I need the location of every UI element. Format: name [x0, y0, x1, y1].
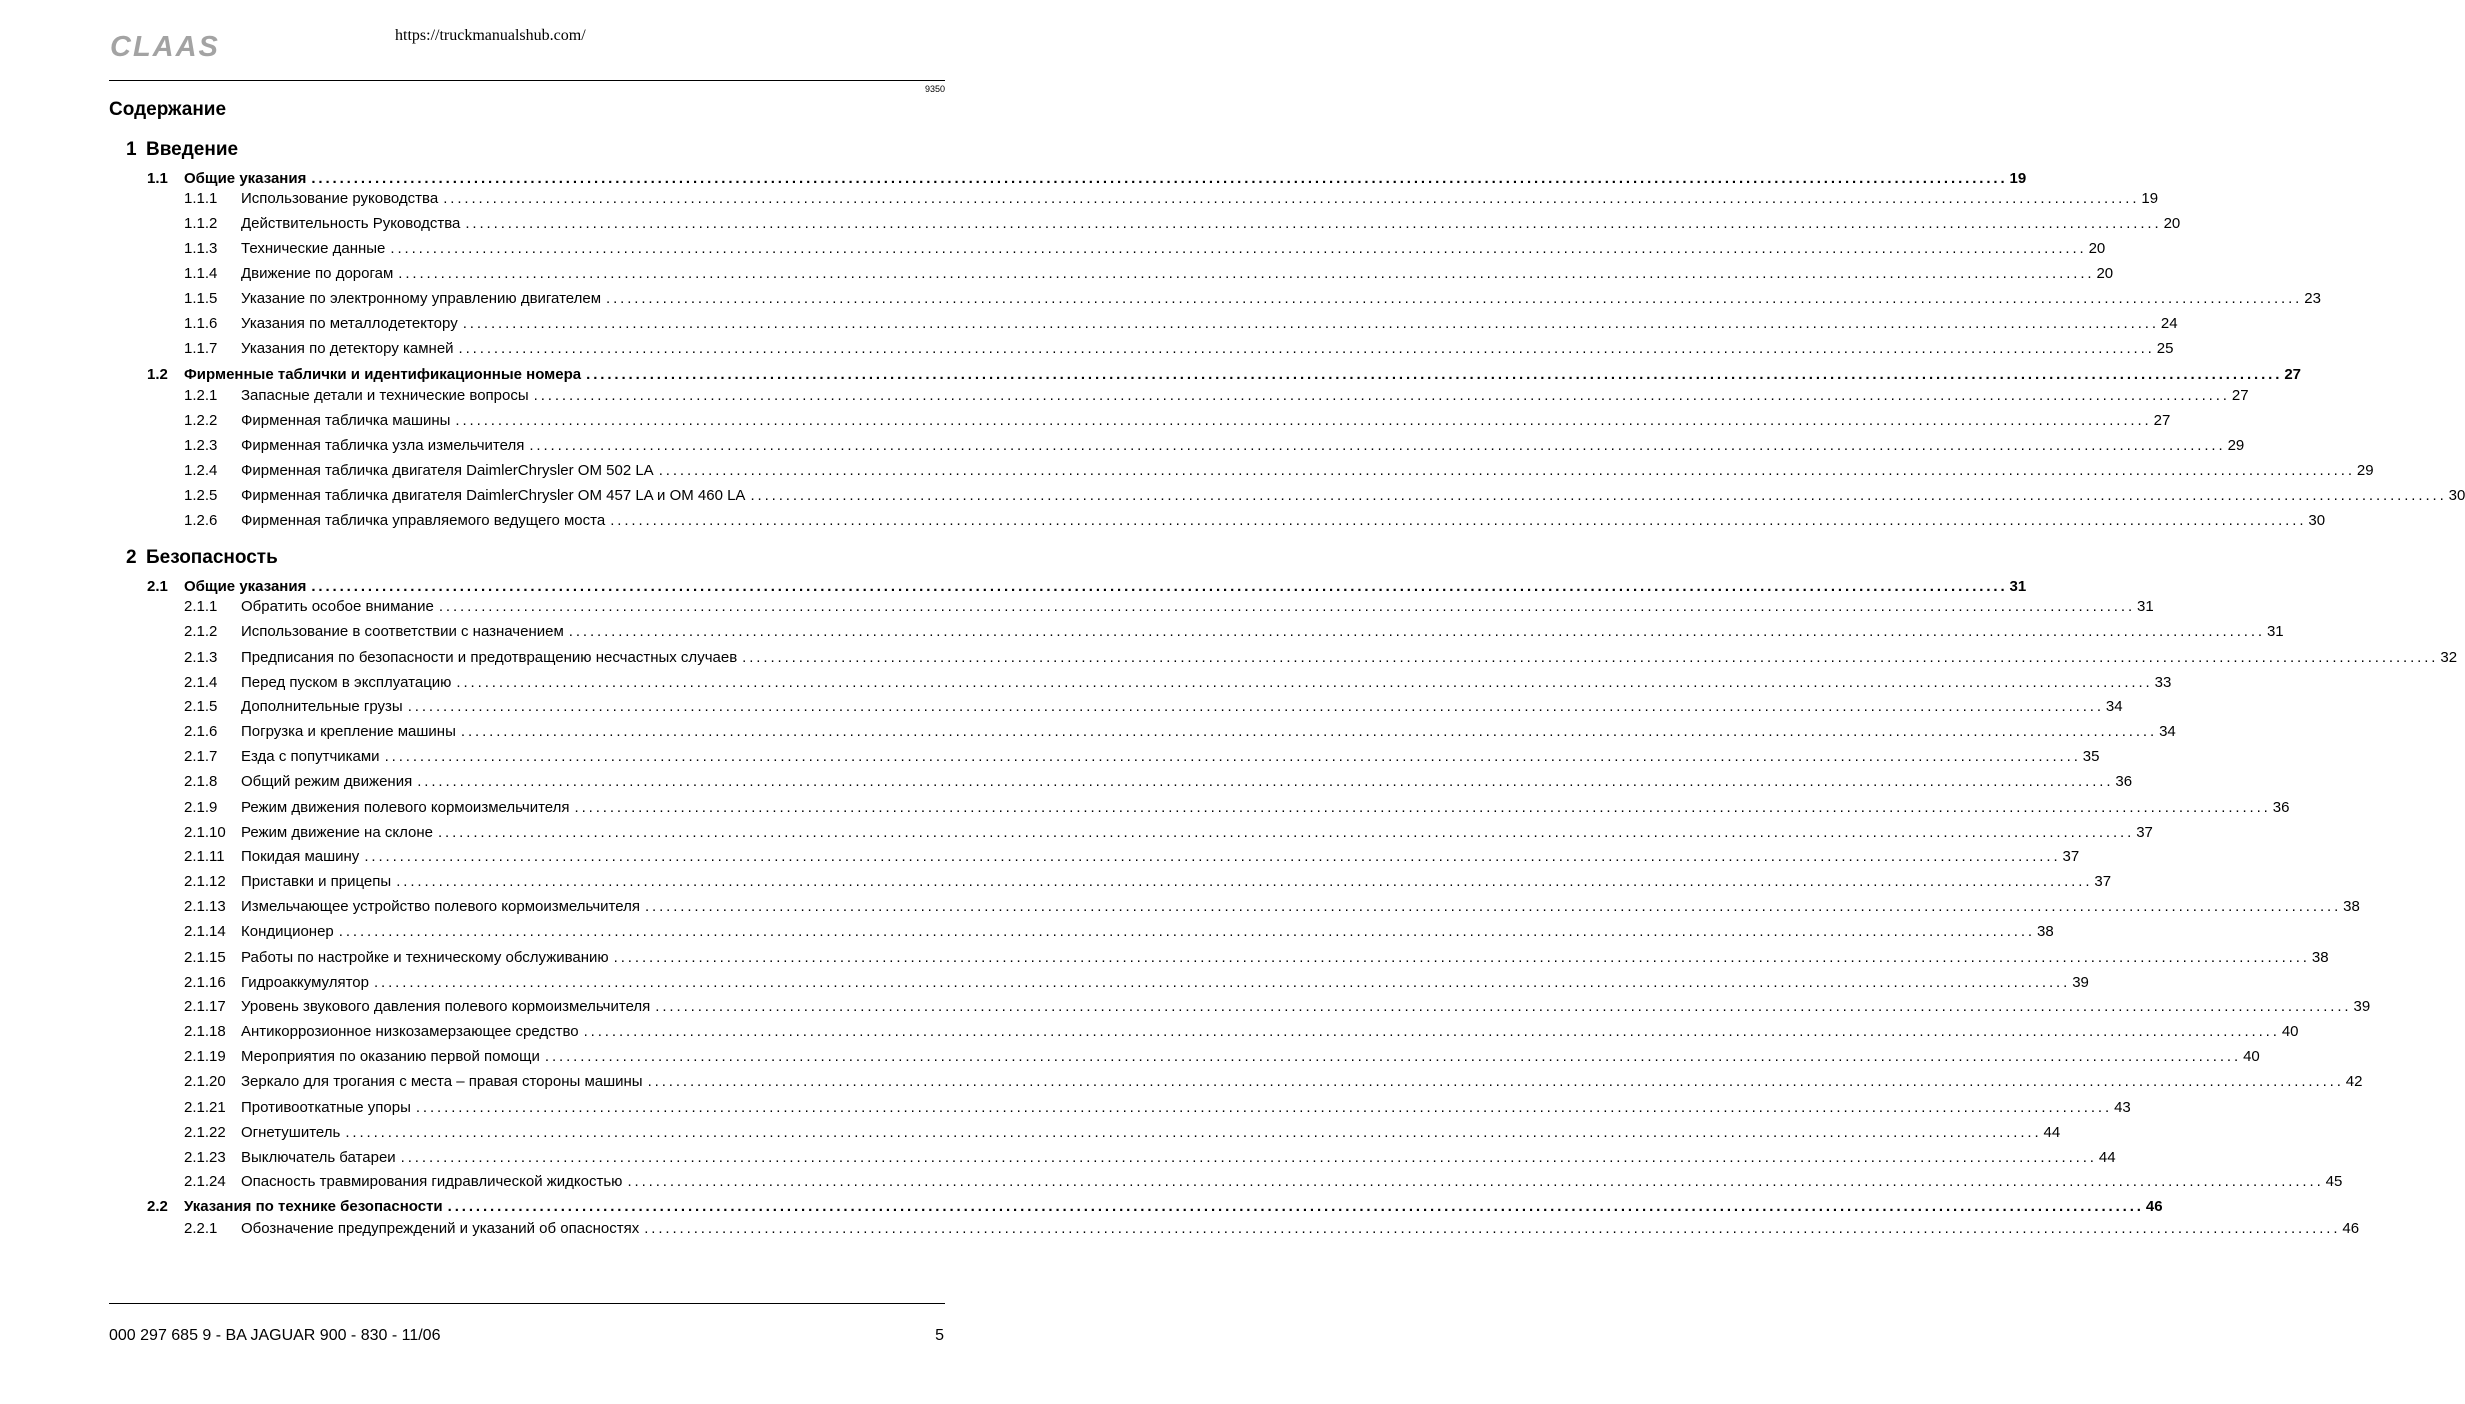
entry-page: 27: [2153, 412, 2171, 429]
entry-number: 2.1.12: [184, 873, 226, 890]
entry-page: 37: [2062, 848, 2080, 865]
dot-leader: ................................................................................................................................................................................................................................................: [398, 265, 2095, 282]
entry-title: Измельчающее устройство полевого кормоизмельчителя: [241, 898, 640, 915]
toc-entry[interactable]: [147, 189, 2159, 209]
toc-entry[interactable]: [147, 436, 2245, 456]
chapter-title: Безопасность: [146, 547, 278, 568]
entry-page: 40: [2281, 1023, 2299, 1040]
dot-leader: ................................................................................................................................................................................................................................................: [400, 1149, 2097, 1166]
entry-page: 31: [2266, 623, 2284, 640]
toc-entry[interactable]: [147, 314, 2178, 334]
toc-entry[interactable]: [147, 847, 2080, 867]
dot-leader: ................................................................................................................................................................................................................................................: [529, 437, 2226, 454]
entry-title: Гидроаккумулятор: [241, 974, 369, 991]
dot-leader: ................................................................................................................................................................................................................................................: [458, 340, 2155, 357]
entry-page: 36: [2272, 799, 2290, 816]
entry-number: 2.1.5: [184, 698, 218, 715]
entry-title: Общие указания: [184, 170, 307, 187]
entry-title: Работы по настройке и техническому обслуживанию: [241, 949, 609, 966]
entry-title: Режим движение на склоне: [241, 824, 433, 841]
entry-title: Погрузка и крепление машины: [241, 723, 456, 740]
entry-page: 29: [2356, 462, 2374, 479]
entry-number: 2.1.20: [184, 1073, 226, 1090]
entry-number: 2.1.8: [184, 773, 218, 790]
entry-title: Предписания по безопасности и предотвращению несчастных случаев: [241, 649, 738, 666]
toc-entry[interactable]: [147, 461, 2374, 481]
dot-leader: ................................................................................................................................................................................................................................................: [574, 799, 2271, 816]
toc-entry[interactable]: [147, 289, 2321, 309]
toc-entry[interactable]: [147, 486, 2465, 506]
entry-number: 2.1.18: [184, 1023, 226, 1040]
entry-page: 33: [2154, 674, 2172, 691]
entry-number: 2.2: [147, 1198, 168, 1215]
toc-entry[interactable]: [147, 1098, 2131, 1118]
toc-entry[interactable]: [147, 597, 2154, 617]
entry-title: Обозначение предупреждений и указаний об опасностях: [241, 1220, 640, 1237]
entry-page: 30: [2448, 487, 2465, 504]
entry-title: Дополнительные грузы: [241, 698, 403, 715]
entry-title: Указания по технике безопасности: [184, 1198, 443, 1215]
entry-number: 2.1.23: [184, 1149, 226, 1166]
toc-section[interactable]: [147, 577, 2027, 597]
entry-number: 2.1.16: [184, 974, 226, 991]
entry-number: 2.1.10: [184, 824, 226, 841]
entry-number: 1.1.6: [184, 315, 218, 332]
toc-entry[interactable]: [147, 1022, 2299, 1042]
entry-page: 40: [2243, 1048, 2260, 1065]
toc-entry[interactable]: [147, 264, 2114, 284]
dot-leader: ................................................................................................................................................................................................................................................: [338, 923, 2035, 940]
entry-page: 32: [2440, 649, 2458, 666]
entry-number: 2.1.13: [184, 898, 226, 915]
entry-page: 42: [2345, 1073, 2363, 1090]
entry-number: 1.1.4: [184, 265, 218, 282]
entry-page: 46: [2342, 1220, 2360, 1237]
dot-leader: ................................................................................................................................................................................................................................................: [443, 190, 2140, 207]
entry-number: 1.2.6: [184, 512, 218, 529]
toc-section[interactable]: [147, 365, 2302, 385]
entry-title: Перед пуском в эксплуатацию: [241, 674, 452, 691]
dot-leader: ................................................................................................................................................................................................................................................: [465, 215, 2162, 232]
dot-leader: ................................................................................................................................................................................................................................................: [396, 873, 2093, 890]
doc-code: 9350: [924, 84, 945, 94]
entry-number: 2.1: [147, 578, 168, 595]
entry-number: 2.1.6: [184, 723, 218, 740]
toc-entry[interactable]: [147, 622, 2284, 642]
entry-title: Покидая машину: [241, 848, 360, 865]
footer-rule: [109, 1303, 945, 1304]
toc-entry[interactable]: [147, 511, 2326, 531]
entry-title: Указания по металлодетектору: [241, 315, 458, 332]
entry-title: Антикоррозионное низкозамерзающее средство: [241, 1023, 579, 1040]
entry-title: Запасные детали и технические вопросы: [241, 387, 529, 404]
toc-entry[interactable]: [147, 1172, 2343, 1192]
dot-leader: ................................................................................................................................................................................................................................................: [437, 824, 2135, 841]
toc-entry[interactable]: [147, 1047, 2260, 1067]
dot-leader: ................................................................................................................................................................................................................................................: [415, 1099, 2113, 1116]
entry-title: Обратить особое внимание: [241, 598, 434, 615]
entry-title: Фирменная табличка двигателя DaimlerChrysler OM 457 LA и OM 460 LA: [241, 487, 746, 504]
dot-leader: ................................................................................................................................................................................................................................................: [750, 487, 2447, 504]
entry-page: 34: [2105, 698, 2123, 715]
entry-number: 1.1.7: [184, 340, 218, 357]
entry-page: 38: [2036, 923, 2054, 940]
toc-entry[interactable]: [147, 386, 2249, 406]
toc-entry[interactable]: [147, 798, 2290, 818]
entry-number: 1.2.4: [184, 462, 218, 479]
toc-entry[interactable]: [147, 1123, 2061, 1143]
entry-page: 39: [2072, 974, 2089, 991]
entry-page: 29: [2227, 437, 2245, 454]
entry-page: 20: [2088, 240, 2106, 257]
toc-entry[interactable]: [147, 897, 2360, 917]
entry-title: Фирменные таблички и идентификационные номера: [184, 366, 582, 383]
entry-page: 23: [2304, 290, 2321, 307]
entry-title: Опасность травмирования гидравлической жидкостью: [241, 1173, 623, 1190]
entry-page: 27: [2284, 366, 2302, 383]
entry-page: 34: [2159, 723, 2176, 740]
dot-leader: ................................................................................................................................................................................................................................................: [462, 315, 2159, 332]
footer-page-number: 5: [935, 1327, 944, 1344]
toc-section[interactable]: [147, 1197, 2163, 1217]
entry-page: 24: [2160, 315, 2178, 332]
entry-page: 43: [2114, 1099, 2131, 1116]
entry-page: 31: [2009, 578, 2027, 595]
entry-page: 35: [2082, 748, 2100, 765]
entry-page: 46: [2145, 1198, 2163, 1215]
toc-entry[interactable]: [147, 1148, 2116, 1168]
dot-leader: ................................................................................................................................................................................................................................................: [533, 387, 2230, 404]
page-title: Содержание: [109, 99, 227, 120]
entry-number: 1.1.3: [184, 240, 218, 257]
entry-number: 2.1.19: [184, 1048, 226, 1065]
dot-leader: ................................................................................................................................................................................................................................................: [644, 1220, 2341, 1237]
entry-number: 2.1.17: [184, 998, 226, 1015]
entry-page: 45: [2325, 1173, 2343, 1190]
chapter-heading: [126, 139, 238, 161]
entry-number: 2.1.15: [184, 949, 226, 966]
entry-title: Огнетушитель: [241, 1124, 341, 1141]
entry-number: 1.2.3: [184, 437, 218, 454]
dot-leader: ................................................................................................................................................................................................................................................: [438, 598, 2136, 615]
entry-title: Приставки и прицепы: [241, 873, 392, 890]
dot-leader: ................................................................................................................................................................................................................................................: [311, 578, 2008, 595]
toc-entry[interactable]: [147, 772, 2133, 792]
entry-title: Уровень звукового давления полевого кормоизмельчителя: [241, 998, 651, 1015]
entry-number: 1.1.5: [184, 290, 218, 307]
entry-number: 1.1.1: [184, 190, 218, 207]
chapter-number: 2: [126, 547, 137, 568]
dot-leader: ................................................................................................................................................................................................................................................: [390, 240, 2087, 257]
entry-page: 19: [2141, 190, 2159, 207]
entry-page: 39: [2353, 998, 2371, 1015]
toc-entry[interactable]: [147, 747, 2100, 767]
toc-entry[interactable]: [147, 722, 2176, 742]
dot-leader: ................................................................................................................................................................................................................................................: [613, 949, 2310, 966]
entry-title: Противооткатные упоры: [241, 1099, 411, 1116]
chapter-title: Введение: [146, 139, 239, 160]
chapter-heading: [126, 547, 278, 569]
chapter-number: 1: [126, 139, 137, 160]
toc-entry[interactable]: [147, 823, 2153, 843]
dot-leader: ................................................................................................................................................................................................................................................: [447, 1198, 2144, 1215]
entry-number: 2.1.9: [184, 799, 218, 816]
entry-page: 38: [2343, 898, 2360, 915]
toc-entry[interactable]: [147, 648, 2458, 668]
entry-number: 2.1.2: [184, 623, 218, 640]
footer-doc-ref: 000 297 685 9 - BA JAGUAR 900 - 830 - 11/06: [109, 1327, 441, 1344]
entry-title: Выключатель батареи: [241, 1149, 396, 1166]
entry-number: 1.2.5: [184, 487, 218, 504]
entry-title: Фирменная табличка узла измельчителя: [241, 437, 525, 454]
toc-entry[interactable]: [147, 997, 2371, 1017]
dot-leader: ................................................................................................................................................................................................................................................: [544, 1048, 2242, 1065]
toc-entry[interactable]: [147, 973, 2089, 993]
entry-title: Зеркало для трогания с места – правая стороны машины: [241, 1073, 643, 1090]
entry-page: 19: [2009, 170, 2027, 187]
entry-page: 20: [2163, 215, 2181, 232]
entry-title: Фирменная табличка управляемого ведущего моста: [241, 512, 606, 529]
dot-leader: ................................................................................................................................................................................................................................................: [610, 512, 2307, 529]
dot-leader: ................................................................................................................................................................................................................................................: [742, 649, 2439, 666]
entry-number: 2.2.1: [184, 1220, 218, 1237]
entry-title: Фирменная табличка машины: [241, 412, 451, 429]
toc-entry[interactable]: [147, 922, 2054, 942]
dot-leader: ................................................................................................................................................................................................................................................: [373, 974, 2071, 991]
dot-leader: ................................................................................................................................................................................................................................................: [460, 723, 2158, 740]
dot-leader: ................................................................................................................................................................................................................................................: [647, 1073, 2344, 1090]
entry-number: 1.2.1: [184, 387, 218, 404]
dot-leader: ................................................................................................................................................................................................................................................: [606, 290, 2303, 307]
toc-entry[interactable]: [147, 411, 2171, 431]
entry-number: 2.1.7: [184, 748, 218, 765]
dot-leader: ................................................................................................................................................................................................................................................: [384, 748, 2081, 765]
entry-page: 20: [2096, 265, 2114, 282]
entry-number: 1.1.2: [184, 215, 218, 232]
dot-leader: ................................................................................................................................................................................................................................................: [655, 998, 2352, 1015]
dot-leader: ................................................................................................................................................................................................................................................: [345, 1124, 2042, 1141]
toc-entry[interactable]: [147, 339, 2174, 359]
entry-page: 44: [2043, 1124, 2061, 1141]
dot-leader: ................................................................................................................................................................................................................................................: [568, 623, 2265, 640]
entry-number: 2.1.1: [184, 598, 218, 615]
toc-entry[interactable]: [147, 872, 2112, 892]
entry-number: 2.1.22: [184, 1124, 226, 1141]
dot-leader: ................................................................................................................................................................................................................................................: [456, 674, 2153, 691]
entry-number: 2.1.11: [184, 848, 225, 865]
entry-number: 2.1.14: [184, 923, 226, 940]
entry-title: Фирменная табличка двигателя DaimlerChrysler OM 502 LA: [241, 462, 654, 479]
dot-leader: ................................................................................................................................................................................................................................................: [417, 773, 2114, 790]
toc-section[interactable]: [147, 169, 2027, 189]
entry-number: 2.1.4: [184, 674, 218, 691]
dot-leader: ................................................................................................................................................................................................................................................: [311, 170, 2008, 187]
dot-leader: ................................................................................................................................................................................................................................................: [644, 898, 2342, 915]
toc-entry[interactable]: [147, 239, 2106, 259]
entry-page: 44: [2098, 1149, 2116, 1166]
entry-title: Указание по электронному управлению двигателем: [241, 290, 602, 307]
entry-number: 2.1.21: [184, 1099, 226, 1116]
entry-page: 31: [2137, 598, 2154, 615]
entry-page: 27: [2231, 387, 2249, 404]
claas-logo: [110, 31, 236, 63]
entry-title: Движение по дорогам: [241, 265, 394, 282]
entry-number: 1.1: [147, 170, 168, 187]
toc-entry[interactable]: [147, 697, 2123, 717]
entry-title: Езда с попутчиками: [241, 748, 380, 765]
entry-page: 37: [2136, 824, 2153, 841]
entry-page: 38: [2311, 949, 2329, 966]
toc-entry[interactable]: [147, 1219, 2360, 1239]
entry-title: Мероприятия по оказанию первой помощи: [241, 1048, 540, 1065]
entry-title: Общий режим движения: [241, 773, 413, 790]
entry-number: 2.1.3: [184, 649, 218, 666]
dot-leader: ................................................................................................................................................................................................................................................: [627, 1173, 2324, 1190]
entry-number: 2.1.24: [184, 1173, 226, 1190]
svg-text:CLAAS: CLAAS: [110, 31, 220, 63]
entry-title: Действительность Руководства: [241, 215, 461, 232]
dot-leader: ................................................................................................................................................................................................................................................: [658, 462, 2355, 479]
toc-entry[interactable]: [147, 1072, 2363, 1092]
entry-title: Режим движения полевого кормоизмельчителя: [241, 799, 570, 816]
entry-number: 1.2.2: [184, 412, 218, 429]
entry-page: 25: [2156, 340, 2174, 357]
source-url: https://truckmanualshub.com/: [395, 27, 586, 44]
entry-title: Использование руководства: [241, 190, 439, 207]
entry-number: 1.2: [147, 366, 168, 383]
dot-leader: ................................................................................................................................................................................................................................................: [364, 848, 2061, 865]
toc-entry[interactable]: [147, 673, 2172, 693]
dot-leader: ................................................................................................................................................................................................................................................: [586, 366, 2283, 383]
dot-leader: ................................................................................................................................................................................................................................................: [583, 1023, 2280, 1040]
toc-entry[interactable]: [147, 214, 2181, 234]
entry-title: Указания по детектору камней: [241, 340, 454, 357]
entry-title: Кондиционер: [241, 923, 334, 940]
entry-page: 30: [2308, 512, 2326, 529]
entry-title: Технические данные: [241, 240, 386, 257]
entry-title: Использование в соответствии с назначением: [241, 623, 564, 640]
entry-title: Общие указания: [184, 578, 307, 595]
toc-entry[interactable]: [147, 948, 2329, 968]
header-rule: [109, 80, 945, 81]
dot-leader: ................................................................................................................................................................................................................................................: [407, 698, 2104, 715]
entry-page: 37: [2094, 873, 2112, 890]
entry-page: 36: [2115, 773, 2133, 790]
dot-leader: ................................................................................................................................................................................................................................................: [455, 412, 2152, 429]
